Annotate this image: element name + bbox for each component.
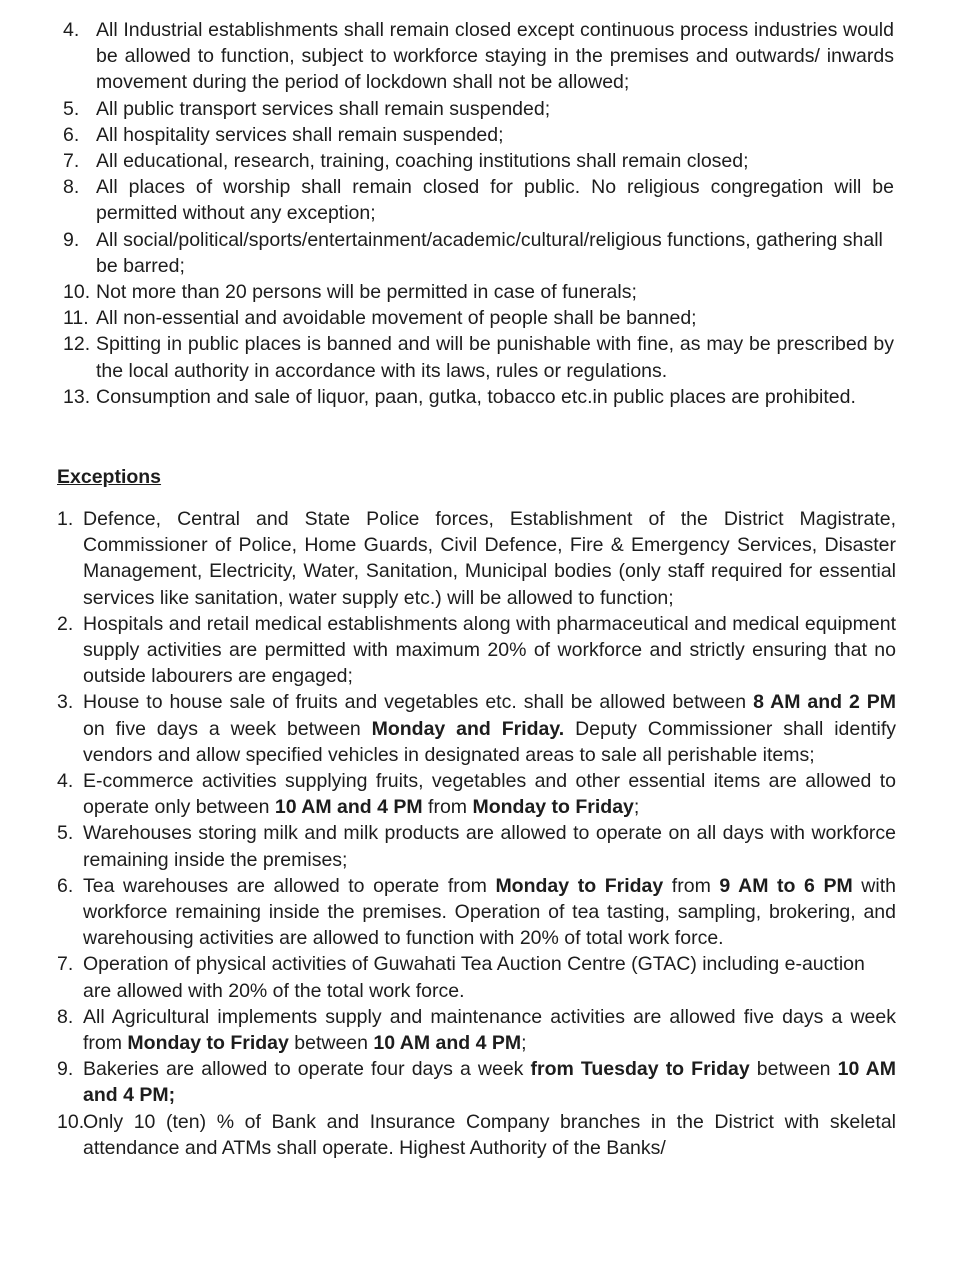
list-item xyxy=(0,1056,953,1108)
item-number: 3. xyxy=(57,691,74,714)
text-segment: ; xyxy=(521,1032,527,1055)
item-text: All hospitality services shall remain suspended; xyxy=(96,123,504,146)
item-text: All social/political/sports/entertainment/academic/cultural/religious functions, gathering shall be barred; xyxy=(96,228,883,277)
item-number: 7. xyxy=(63,150,80,173)
text-segment: with workforce remaining inside the premises. Operation of tea tasting, sampling, brokering, and warehousing activities are allowed to function with 20% of total work force. xyxy=(83,874,896,950)
bold-segment: Monday and Friday. xyxy=(371,717,565,740)
item-text: All educational, research, training, coaching institutions shall remain closed; xyxy=(96,150,749,173)
list-item xyxy=(0,279,953,305)
bold-segment: 8 AM and 2 PM xyxy=(753,691,896,714)
item-number: 1. xyxy=(57,508,74,530)
item-number: 7. xyxy=(57,953,74,976)
item-number: 5. xyxy=(63,97,80,120)
text-segment: ; xyxy=(633,796,640,819)
item-number: 9. xyxy=(63,228,80,251)
exceptions-heading: Exceptions xyxy=(57,466,162,488)
list-item xyxy=(0,611,953,690)
item-text xyxy=(83,1004,896,1056)
text-segment: All Agricultural implements supply and maintenance activities are allowed five days a week from xyxy=(83,1005,896,1055)
text-segment: House to house sale of fruits and vegetables etc. shall be allowed between xyxy=(83,691,754,714)
restrictions-list xyxy=(0,17,953,410)
item-number: 10. xyxy=(57,1110,85,1133)
item-text xyxy=(83,1109,896,1161)
list-item xyxy=(0,768,953,820)
item-text: Consumption and sale of liquor, paan, gutka, tobacco etc.in public places are prohibited. xyxy=(96,385,856,408)
text-segment: Operation of physical activities of Guwahati Tea Auction Centre (GTAC) including e-auction are allowed with 20% of the total work force. xyxy=(83,953,865,1002)
item-text xyxy=(83,611,896,690)
bold-segment: Monday to Friday xyxy=(495,874,664,897)
item-text: Not more than 20 persons will be permitted in case of funerals; xyxy=(96,281,637,304)
item-number: 2. xyxy=(57,612,74,635)
item-number: 9. xyxy=(57,1058,74,1081)
item-text xyxy=(83,820,896,872)
list-item xyxy=(0,689,953,768)
bold-segment: 10 AM and 4 PM xyxy=(274,796,423,819)
bold-segment: Monday to Friday xyxy=(472,796,634,819)
list-item xyxy=(0,873,953,952)
item-text: All places of worship shall remain closed for public. No religious congregation will be permitted without any exception; xyxy=(96,176,894,225)
text-segment: on five days a week between xyxy=(83,717,372,740)
text-segment: Bakeries are allowed to operate four days a week xyxy=(83,1058,531,1081)
bold-segment: from Tuesday to Friday xyxy=(530,1058,750,1081)
text-segment: Defence, Central and State Police forces, Establishment of the District Magistrate, Commissioner of Police, Home Guards, Civil Defence, Fire & Emergency Services, Disaster Management, Electricity, Water, Sanitation, Municipal bodies (only staff required for essential services like sanitation, water supply etc.) will be allowed to function; xyxy=(83,508,896,609)
item-number: 11. xyxy=(63,307,89,330)
list-item xyxy=(0,122,953,148)
bold-segment: 9 AM to 6 PM xyxy=(719,874,853,897)
list-item xyxy=(0,331,953,383)
item-text xyxy=(83,951,896,1003)
text-segment: from xyxy=(422,796,473,819)
list-item xyxy=(0,1004,953,1056)
text-segment: Hospitals and retail medical establishments along with pharmaceutical and medical equipment supply activities are permitted with maximum 20% of workforce and strictly ensuring that no outside labourers are engaged; xyxy=(83,612,896,688)
text-segment: Tea warehouses are allowed to operate from xyxy=(83,874,496,897)
text-segment: E-commerce activities supplying fruits, vegetables and other essential items are allowed to operate only between xyxy=(83,770,896,819)
text-segment: Only 10 (ten) % of Bank and Insurance Company branches in the District with skeletal attendance and ATMs shall operate. Highest Authority of the Banks/ xyxy=(83,1110,896,1159)
item-number: 4. xyxy=(63,19,80,41)
item-number: 5. xyxy=(57,822,74,845)
item-text: All public transport services shall remain suspended; xyxy=(96,97,551,120)
item-text xyxy=(83,689,896,768)
item-number: 8. xyxy=(57,1005,74,1028)
list-item xyxy=(0,305,953,331)
text-segment: between xyxy=(749,1058,838,1081)
list-item xyxy=(0,174,953,226)
item-text: Spitting in public places is banned and will be punishable with fine, as may be prescribed by the local authority in accordance with its laws, rules or regulations. xyxy=(96,333,894,382)
item-text xyxy=(83,1056,896,1108)
item-text: All Industrial establishments shall remain closed except continuous process industries would be allowed to function, subject to workforce staying in the premises and outwards/ inwards movement during the period of lockdown shall not be allowed; xyxy=(96,19,894,94)
item-number: 6. xyxy=(57,874,74,897)
text-segment: Warehouses storing milk and milk products are allowed to operate on all days with workforce remaining inside the premises; xyxy=(83,822,896,871)
list-item xyxy=(0,96,953,122)
text-segment: from xyxy=(663,874,720,897)
item-text xyxy=(83,506,896,611)
exceptions-list xyxy=(0,506,953,1161)
item-number: 12. xyxy=(63,333,91,356)
list-item xyxy=(0,148,953,174)
bold-segment: 10 AM and 4 PM xyxy=(373,1032,522,1055)
text-segment: Deputy Commissioner shall identify vendors and allow specified vehicles in designated areas to sale all perishable items; xyxy=(83,717,897,766)
bold-segment: 10 AM and 4 PM; xyxy=(83,1058,896,1107)
item-number: 8. xyxy=(63,176,80,199)
list-item xyxy=(0,384,953,410)
list-item xyxy=(0,506,953,611)
bold-segment: Monday to Friday xyxy=(127,1032,289,1055)
item-number: 10. xyxy=(63,281,91,304)
list-item xyxy=(0,1109,953,1161)
list-item xyxy=(0,820,953,872)
item-text xyxy=(83,768,896,820)
item-number: 4. xyxy=(57,770,74,793)
text-segment: between xyxy=(288,1032,374,1055)
item-text: All non-essential and avoidable movement of people shall be banned; xyxy=(96,307,697,330)
list-item xyxy=(0,227,953,279)
item-text xyxy=(83,873,896,952)
list-item xyxy=(0,17,953,96)
item-number: 6. xyxy=(63,123,80,146)
list-item xyxy=(0,951,953,1003)
item-number: 13. xyxy=(63,385,91,408)
